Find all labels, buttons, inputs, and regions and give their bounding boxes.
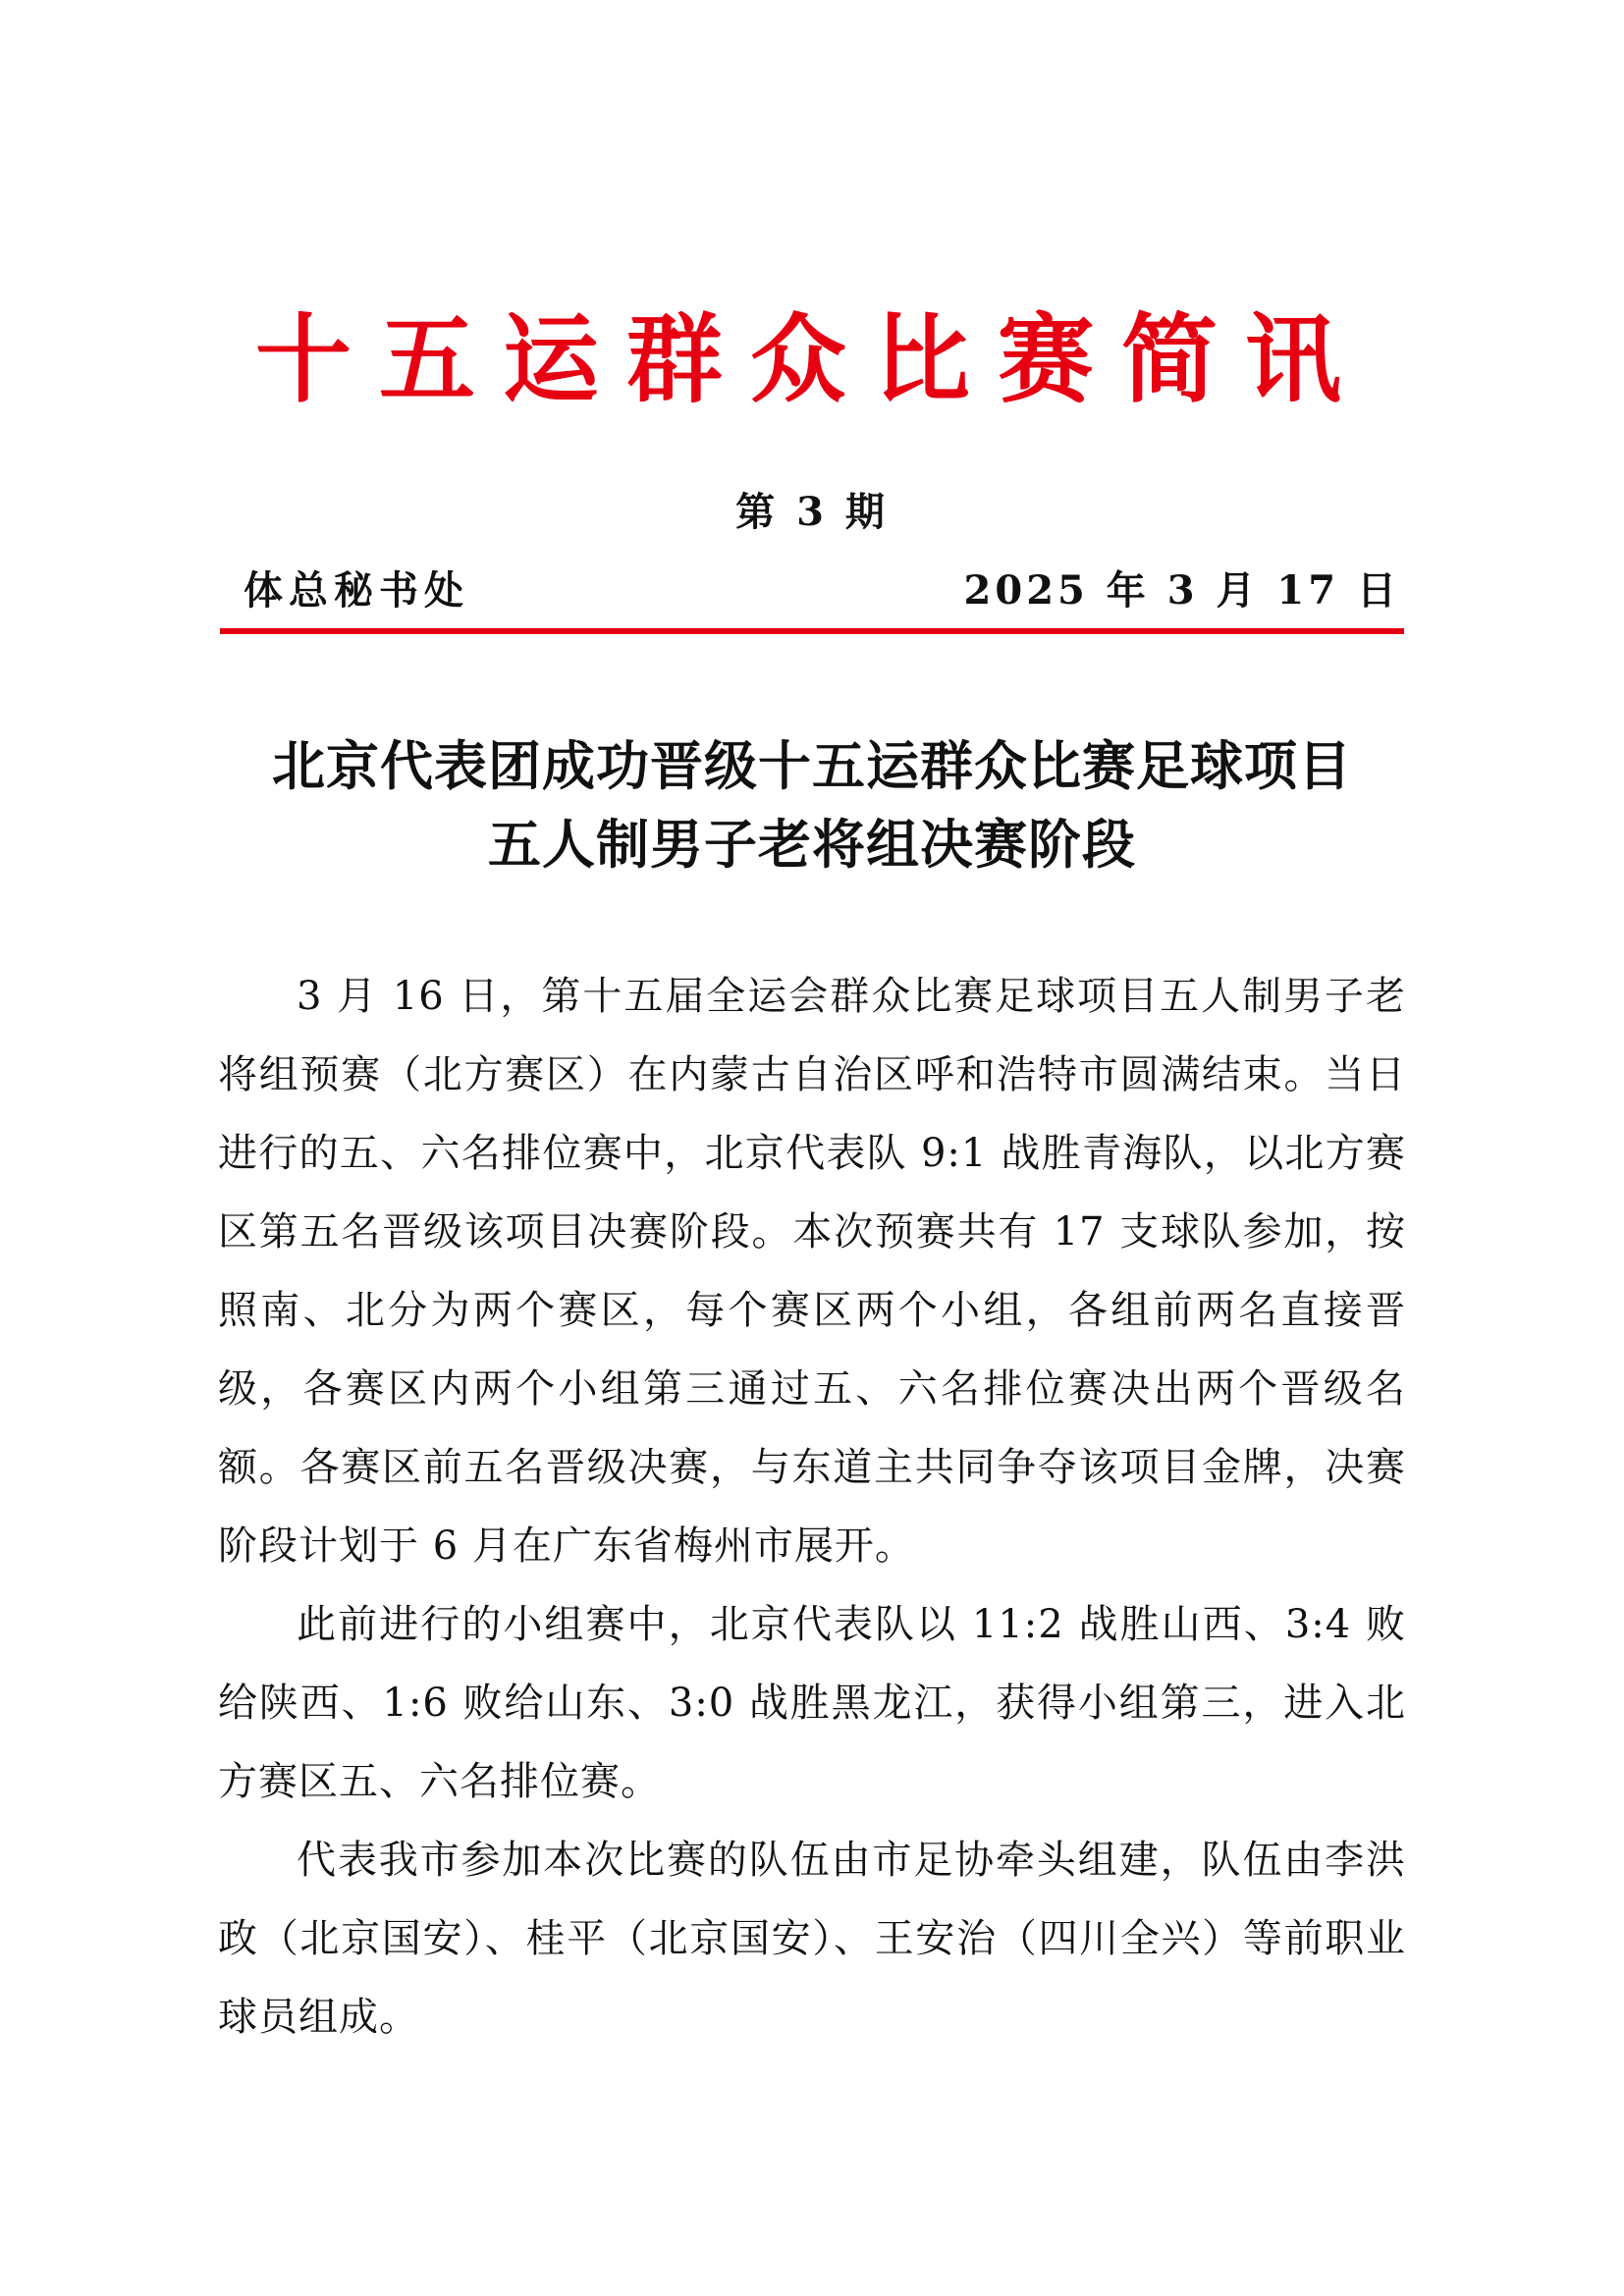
article-title-line-1: 北京代表团成功晋级十五运群众比赛足球项目 — [272, 734, 1352, 797]
paragraph-2: 此前进行的小组赛中，北京代表队以 11:2 战胜山西、3:4 败给陕西、1:6 败给山东、3:0 战胜黑龙江，获得小组第三，进入北方赛区五、六名排位赛。 — [218, 1602, 1406, 1804]
masthead-title: 十五运群众比赛简讯 — [254, 303, 1369, 416]
paragraph-3: 代表我市参加本次比赛的队伍由市足协牵头组建，队伍由李洪政（北京国安）、桂平（北京国安）、王安治（四川全兴）等前职业球员组成。 — [218, 1838, 1406, 2040]
article-body — [218, 957, 1406, 2056]
article-title — [157, 726, 1467, 883]
issuing-office: 体总秘书处 — [244, 567, 469, 614]
issue-date: 2025 年 3 月 17 日 — [963, 567, 1400, 614]
paragraph-1: 3 月 16 日，第十五届全运会群众比赛足球项目五人制男子老将组预赛（北方赛区）在内蒙古自治区呼和浩特市圆满结束。当日进行的五、六名排位赛中，北京代表队 9:1 战胜青海队，以北方赛区第五名晋级该项目决赛阶段。本次预赛共有 17 支球队参加，按照南、北分为两个赛区，每个赛区两个小组，各组前两名直接晋级，各赛区内两个小组第三通过五、六名排位赛决出两个晋级名额。各赛区前五名晋级决赛，与东道主共同争夺该项目金牌，决赛阶段计划于 6 月在广东省梅州市展开。 — [218, 974, 1406, 1569]
red-divider — [220, 628, 1404, 634]
meta-row — [244, 569, 1400, 613]
issue-number: 第 3 期 — [735, 489, 889, 535]
article-title-line-2: 五人制男子老将组决赛阶段 — [488, 813, 1136, 876]
